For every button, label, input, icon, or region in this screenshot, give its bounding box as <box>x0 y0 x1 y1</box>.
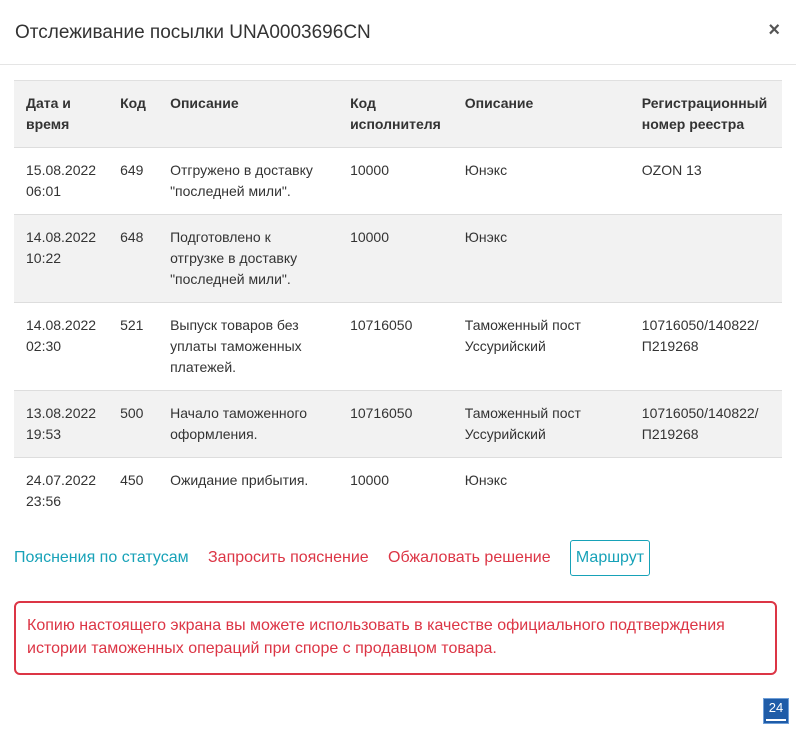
cell-executor-description: Юнэкс <box>453 215 630 303</box>
cell-date: 14.08.2022 <box>26 317 97 333</box>
cell-description: Выпуск товаров без уплаты таможенных платежей. <box>158 303 338 391</box>
route-button[interactable]: Маршрут <box>570 540 650 576</box>
table-header-row <box>14 81 782 148</box>
cell-executor-code: 10000 <box>338 148 453 215</box>
header-datetime: Дата и время <box>14 81 108 148</box>
cell-registry <box>630 458 782 525</box>
header-registry-number: Регистрационный номер реестра <box>630 81 782 148</box>
table-row <box>14 303 782 391</box>
appeal-decision-link[interactable]: Обжаловать решение <box>388 549 551 566</box>
cell-time: 06:01 <box>26 183 62 199</box>
cell-description: Отгружено в доставку "последней мили". <box>158 148 338 215</box>
cell-description: Подготовлено к отгрузке в доставку "последней мили". <box>158 215 338 303</box>
header-code: Код <box>108 81 158 148</box>
cell-datetime <box>14 458 108 525</box>
cell-time: 10:22 <box>26 250 62 266</box>
cell-code: 500 <box>108 391 158 458</box>
cell-code: 450 <box>120 472 144 488</box>
cell-executor-code: 10716050 <box>338 303 453 391</box>
cell-executor-code: 10716050 <box>338 391 453 458</box>
cell-executor-description: Юнэкс <box>464 472 508 488</box>
status-help-link[interactable]: Пояснения по статусам <box>14 549 189 566</box>
header-executor-description: Описание <box>453 81 630 148</box>
cell-date: 14.08.2022 <box>26 229 97 245</box>
cell-executor-code: 10000 <box>338 215 453 303</box>
cell-time: 23:56 <box>26 493 62 509</box>
cell-datetime <box>14 215 108 303</box>
cell-date: 15.08.2022 <box>26 162 97 178</box>
cell-time: 19:53 <box>26 426 62 442</box>
official-notice: Копию настоящего экрана вы можете использовать в качестве официального подтверждения истории таможенных операций при споре с продавцом товара. <box>14 601 777 675</box>
tracking-table <box>14 80 782 524</box>
counter-badge[interactable] <box>763 698 789 724</box>
cell-executor-description: Таможенный пост Уссурийский <box>453 391 630 458</box>
cell-executor-description: Таможенный пост Уссурийский <box>453 303 630 391</box>
cell-registry: 10716050/140822/П219268 <box>630 391 782 458</box>
cell-description: Начало таможенного оформления. <box>158 391 338 458</box>
cell-datetime <box>14 303 108 391</box>
cell-code: 521 <box>108 303 158 391</box>
table-row <box>14 391 782 458</box>
header-executor-code: Код исполнителя <box>338 81 453 148</box>
close-icon[interactable]: × <box>768 19 780 41</box>
table-row <box>14 458 782 525</box>
cell-registry: OZON 13 <box>630 148 782 215</box>
table-row <box>14 148 782 215</box>
cell-date: 24.07.2022 <box>26 472 97 488</box>
modal-header <box>0 0 796 65</box>
cell-description: Ожидание прибытия. <box>170 472 309 488</box>
cell-datetime <box>14 148 108 215</box>
modal-title: Отслеживание посылки UNA0003696CN <box>15 22 371 43</box>
cell-code: 649 <box>108 148 158 215</box>
cell-registry: 10716050/140822/П219268 <box>630 303 782 391</box>
cell-code: 648 <box>108 215 158 303</box>
counter-badge-bar <box>766 719 786 721</box>
cell-executor-code: 10000 <box>350 472 390 488</box>
cell-registry <box>630 215 782 303</box>
cell-time: 02:30 <box>26 338 62 354</box>
cell-executor-description: Юнэкс <box>453 148 630 215</box>
request-explanation-link[interactable]: Запросить пояснение <box>208 549 369 566</box>
counter-badge-text: 24 <box>768 700 784 715</box>
table-row <box>14 215 782 303</box>
action-links <box>14 540 782 576</box>
cell-date: 13.08.2022 <box>26 405 97 421</box>
cell-datetime <box>14 391 108 458</box>
header-description: Описание <box>158 81 338 148</box>
